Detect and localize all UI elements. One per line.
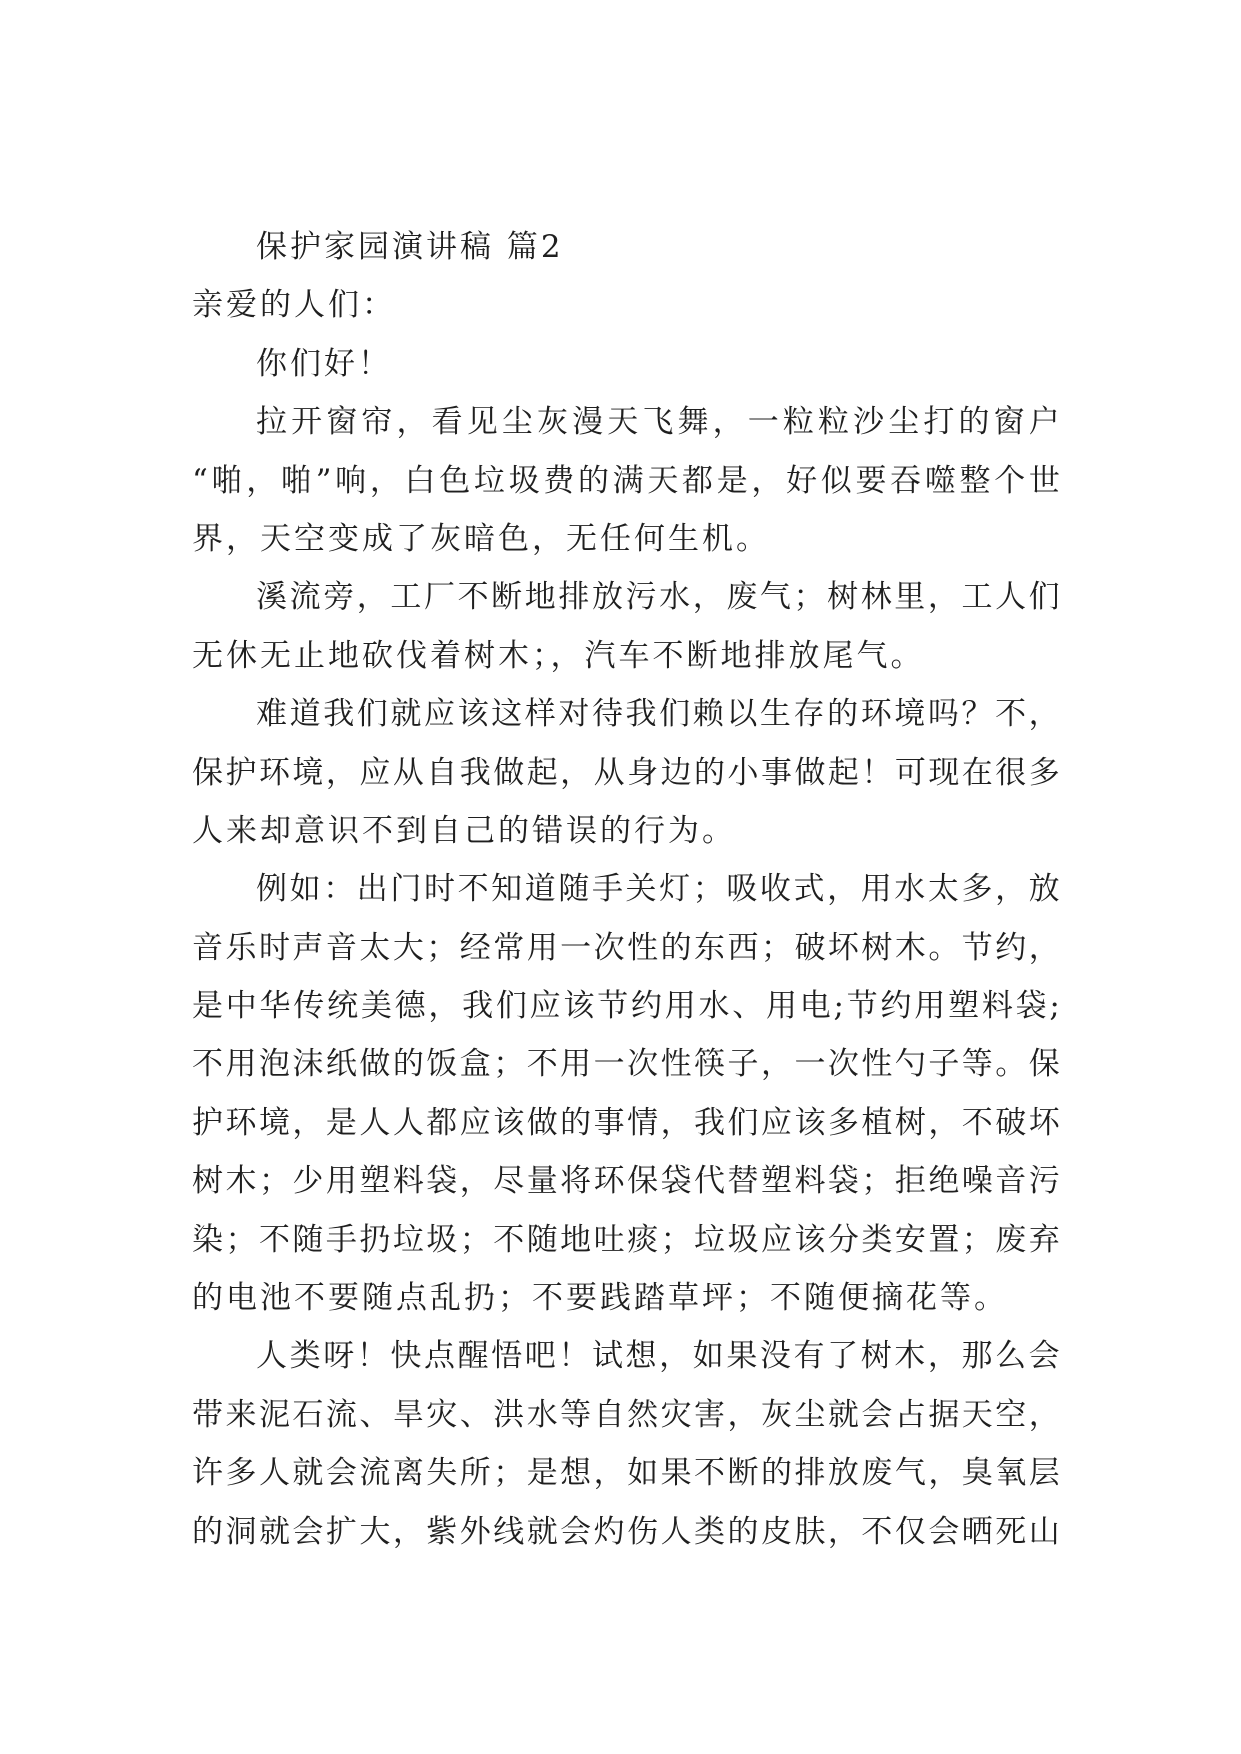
document-body (192, 218, 1060, 1561)
text-line: 的电池不要随点乱扔；不要践踏草坪；不随便摘花等。 (192, 1280, 1008, 1317)
text-line: 无休无止地砍伐着树木；，汽车不断地排放尾气。 (192, 637, 925, 674)
text-line: 许 多 人 就 会 流 离 失 所 ； 是 想 ， 如 果 不 断 的 排 放 废 气 ， 臭 氧 层 (192, 1455, 1060, 1492)
text-line: 不 用 泡 沫 纸 做 的 饭 盒 ； 不 用 一 次 性 筷 子 ， 一 次 性 勺 子 等 。 保 (192, 1046, 1060, 1083)
salutation: 亲爱的人们： (192, 287, 396, 324)
text-line: 的 洞 就 会 扩 大 ， 紫 外 线 就 会 灼 伤 人 类 的 皮 肤 ， 不 仅 会 晒 死 山 (192, 1513, 1060, 1550)
text-line: 溪 流 旁 ， 工 厂 不 断 地 排 放 污 水 ， 废 气 ； 树 林 里 ， 工 人 们 (256, 579, 1060, 616)
text-line: 带 来 泥 石 流 、 旱 灾 、 洪 水 等 自 然 灾 害 ， 灰 尘 就 会 占 据 天 空 ， (192, 1396, 1060, 1433)
text-line: 人来却意识不到自己的错误的行为。 (192, 812, 736, 849)
greeting: 你们好！ (256, 345, 392, 382)
text-line: 保 护 环 境 ， 应 从 自 我 做 起 ， 从 身 边 的 小 事 做 起 ！ 可 现 在 很 多 (192, 754, 1060, 791)
paragraph-3 (192, 685, 1060, 860)
paragraph-4 (192, 860, 1060, 1327)
text-line: 是 中 华 传 统 美 德 ， 我 们 应 该 节 约 用 水 、 用 电 ; 节 约 用 塑 料 袋 ; (192, 988, 1060, 1025)
paragraph-5 (192, 1327, 1060, 1561)
paragraph-2 (192, 568, 1060, 685)
text-line: 难 道 我 们 就 应 该 这 样 对 待 我 们 赖 以 生 存 的 环 境 吗 ？ 不 ， (256, 696, 1060, 733)
text-line: 树 木 ； 少 用 塑 料 袋 ， 尽 量 将 环 保 袋 代 替 塑 料 袋 ； 拒 绝 噪 音 污 (192, 1163, 1060, 1200)
text-line: 拉 开 窗 帘 ， 看 见 尘 灰 漫 天 飞 舞 ， 一 粒 粒 沙 尘 打 的 窗 户 (256, 404, 1060, 441)
text-line: 界，天空变成了灰暗色，无任何生机。 (192, 520, 770, 557)
text-line: 例 如 ： 出 门 时 不 知 道 随 手 关 灯 ； 吸 收 式 ， 用 水 太 多 ， 放 (256, 871, 1060, 908)
paragraph-1 (192, 393, 1060, 568)
text-line: “ 啪 ， 啪 ” 响 ， 白 色 垃 圾 费 的 满 天 都 是 ， 好 似 要 吞 噬 整 个 世 (192, 462, 1060, 499)
text-line: 护 环 境 ， 是 人 人 都 应 该 做 的 事 情 ， 我 们 应 该 多 植 树 ， 不 破 坏 (192, 1104, 1060, 1141)
text-line: 人 类 呀 ！ 快 点 醒 悟 吧 ！ 试 想 ， 如 果 没 有 了 树 木 ， 那 么 会 (256, 1338, 1060, 1375)
document-title: 保护家园演讲稿 篇2 (256, 229, 564, 265)
text-line: 染 ； 不 随 手 扔 垃 圾 ； 不 随 地 吐 痰 ； 垃 圾 应 该 分 类 安 置 ； 废 弃 (192, 1221, 1060, 1258)
text-line: 音 乐 时 声 音 太 大 ； 经 常 用 一 次 性 的 东 西 ； 破 坏 树 木 。 节 约 ， (192, 929, 1060, 966)
